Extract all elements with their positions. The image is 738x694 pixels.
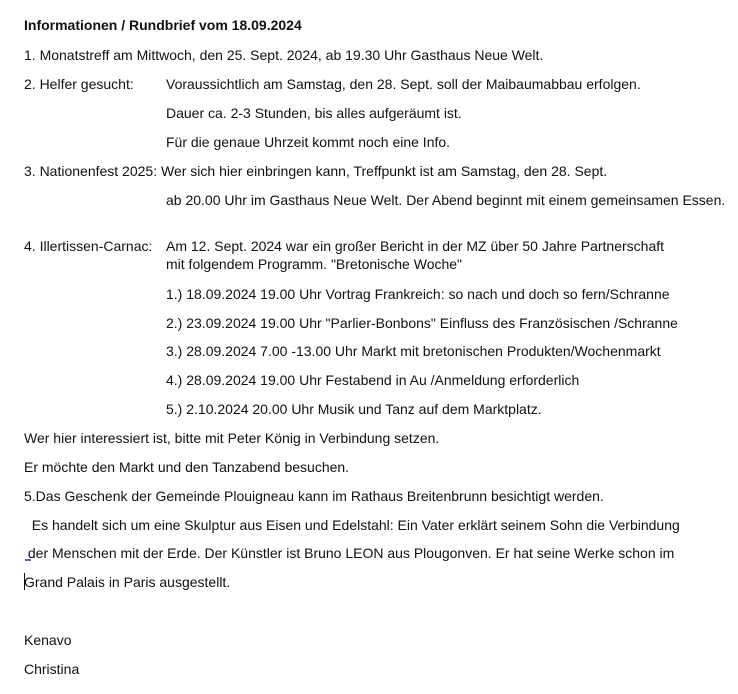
item-2-label: 2. Helfer gesucht: [24, 76, 134, 92]
item-5-line: 5.Das Geschenk der Gemeinde Plouigneau kann im Rathaus Breitenbrunn besichtigt werden. [24, 488, 604, 504]
item-2-line: Dauer ca. 2-3 Stunden, bis alles aufgeräumt ist. [166, 105, 462, 121]
item-1-monatstreff: 1. Monatstreff am Mittwoch, den 25. Sept. 2024, ab 19.30 Uhr Gasthaus Neue Welt. [24, 47, 544, 63]
document-title: Informationen / Rundbrief vom 18.09.2024 [24, 17, 302, 33]
program-item: 5.) 2.10.2024 20.00 Uhr Musik und Tanz auf dem Marktplatz. [166, 401, 542, 417]
closing-greeting: Kenavo [24, 632, 72, 648]
program-item: 3.) 28.09.2024 7.00 -13.00 Uhr Markt mit bretonischen Produkten/Wochenmarkt [166, 343, 661, 359]
signature: Christina [24, 661, 80, 677]
item-2-line: Für die genaue Uhrzeit kommt noch eine Info. [166, 134, 451, 150]
item-4-label: 4. Illertissen-Carnac: [24, 238, 153, 254]
contact-line: Wer hier interessiert ist, bitte mit Peter König in Verbindung setzen. [24, 430, 440, 446]
item-3-line: 3. Nationenfest 2025: Wer sich hier einbringen kann, Treffpunkt ist am Samstag, den 28. Sept. [24, 163, 608, 179]
item-3-line: ab 20.00 Uhr im Gasthaus Neue Welt. Der Abend beginnt mit einem gemeinsamen Essen. [166, 192, 726, 208]
item-5-line: Es handelt sich um eine Skulptur aus Eisen und Edelstahl: Ein Vater erklärt seinem Sohn die Verbindung [24, 517, 680, 533]
program-item: 1.) 18.09.2024 19.00 Uhr Vortrag Frankreich: so nach und doch so fern/Schranne [166, 286, 670, 302]
program-item: 2.) 23.09.2024 19.00 Uhr "Parlier-Bonbons" Einfluss des Französischen /Schranne [166, 315, 678, 331]
program-item: 4.) 28.09.2024 19.00 Uhr Festabend in Au /Anmeldung erforderlich [166, 372, 580, 388]
contact-line: Er möchte den Markt und den Tanzabend besuchen. [24, 459, 350, 475]
item-5-line: Grand Palais in Paris ausgestellt. [24, 574, 231, 590]
item-4-intro: Am 12. Sept. 2024 war ein großer Bericht in der MZ über 50 Jahre Partnerschaft mit folgendem Programm. "Bretonische Woche" [166, 238, 665, 272]
item-5-line: der Menschen mit der Erde. Der Künstler ist Bruno LEON aus Plougonven. Er hat seine Werke schon im [24, 545, 675, 561]
item-2-line: Voraussichtlich am Samstag, den 28. Sept. soll der Maibaumabbau erfolgen. [166, 76, 641, 92]
